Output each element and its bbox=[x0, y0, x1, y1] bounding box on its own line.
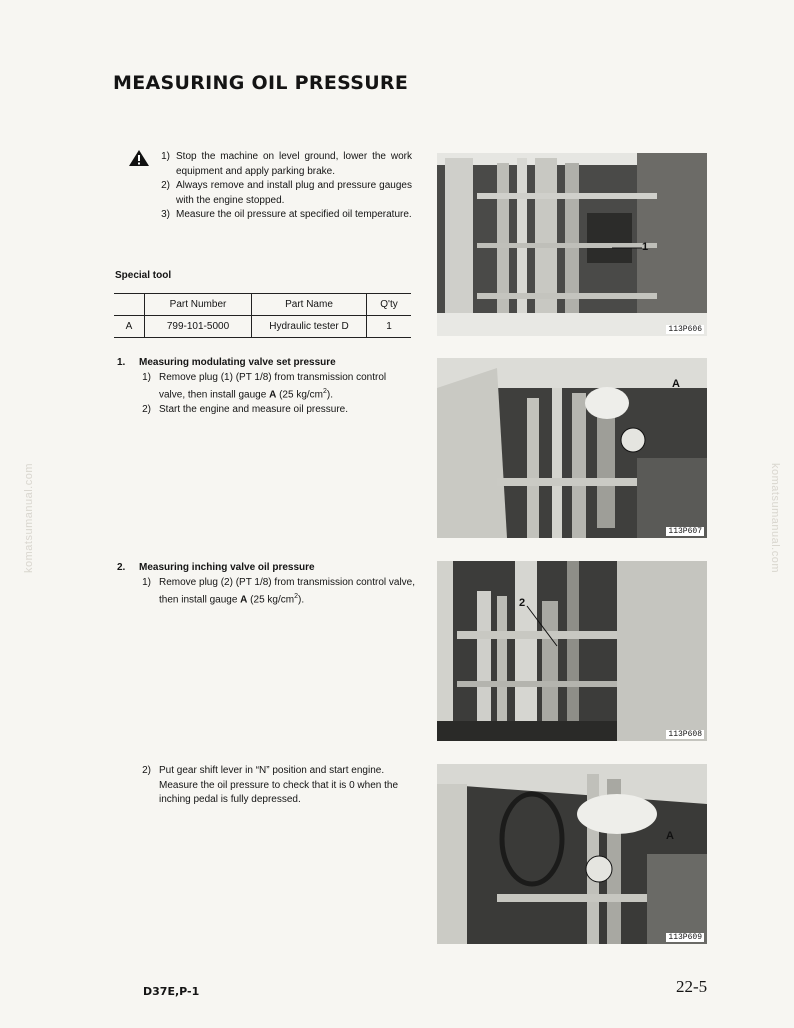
photo-illustration bbox=[437, 561, 707, 741]
section-heading: 2. Measuring inching valve oil pressure bbox=[117, 562, 315, 573]
table-cell: 1 bbox=[367, 316, 412, 338]
warning-number: 3) bbox=[161, 209, 170, 220]
section-2-step-2 bbox=[117, 764, 415, 808]
table-cell: 799-101-5000 bbox=[145, 316, 252, 338]
special-tool-table bbox=[114, 293, 411, 338]
warning-item bbox=[128, 208, 412, 223]
step-item: 2) Start the engine and measure oil pressure. bbox=[142, 403, 348, 415]
photo-control-valve-1 bbox=[437, 153, 707, 336]
page-title: MEASURING OIL PRESSURE bbox=[113, 72, 409, 94]
safety-warnings bbox=[128, 150, 412, 223]
table-header-blank bbox=[114, 294, 145, 316]
special-tool-heading: Special tool bbox=[115, 270, 172, 281]
photo-callout: 1 bbox=[642, 241, 649, 253]
warning-item bbox=[128, 179, 412, 208]
photo-code: 113P607 bbox=[668, 527, 702, 536]
warning-triangle-icon bbox=[128, 149, 150, 167]
photo-code: 113P608 bbox=[668, 730, 702, 739]
table-cell: A bbox=[125, 321, 133, 332]
photo-code: 113P606 bbox=[668, 325, 702, 334]
table-header: Part Number bbox=[145, 294, 252, 316]
warning-number: 1) bbox=[161, 151, 170, 162]
page-number: 22-5 bbox=[676, 977, 708, 996]
table-row bbox=[114, 316, 411, 338]
step-item: 1) Remove plug (1) (PT 1/8) from transmission control valve, then install gauge A (25 $kg/cm^2$). bbox=[142, 371, 387, 401]
section-1 bbox=[117, 356, 413, 417]
warning-text: Stop the machine on level ground, lower the work equipment and apply parking brake. bbox=[176, 151, 412, 177]
photo-callout: A bbox=[666, 830, 674, 842]
warning-number: 2) bbox=[161, 180, 170, 191]
table-header-row bbox=[114, 294, 411, 316]
side-watermark-right: komatsumanual.com bbox=[769, 463, 781, 573]
section-2 bbox=[117, 561, 415, 608]
step-item: 2) Put gear shift lever in “N” position and start engine. Measure the oil pressure to check that it is 0 when the inching pedal is fully depressed. bbox=[142, 765, 399, 805]
table-header: Part Name bbox=[252, 294, 367, 316]
photo-control-valve-2 bbox=[437, 358, 707, 538]
side-watermark-left: komatsumanual.com bbox=[23, 463, 35, 573]
photo-illustration bbox=[437, 764, 707, 944]
model-code: D37E,P-1 bbox=[143, 985, 200, 998]
photo-control-valve-3 bbox=[437, 561, 707, 741]
table-cell: Hydraulic tester D bbox=[252, 316, 367, 338]
warning-item bbox=[128, 150, 412, 179]
warning-text: Always remove and install plug and pressure gauges with the engine stopped. bbox=[176, 180, 412, 206]
section-heading: 1. Measuring modulating valve set pressure bbox=[117, 357, 336, 368]
table-header: Q'ty bbox=[367, 294, 412, 316]
photo-callout: A bbox=[672, 378, 680, 390]
photo-illustration bbox=[437, 153, 707, 336]
photo-code: 113P609 bbox=[668, 933, 702, 942]
warning-text: Measure the oil pressure at specified oil temperature. bbox=[176, 209, 412, 220]
photo-control-valve-4 bbox=[437, 764, 707, 944]
step-item: 1) Remove plug (2) (PT 1/8) from transmission control valve, then install gauge A (25 $kg/cm^2$). bbox=[142, 576, 416, 606]
photo-illustration bbox=[437, 358, 707, 538]
photo-callout: 2 bbox=[519, 597, 526, 609]
